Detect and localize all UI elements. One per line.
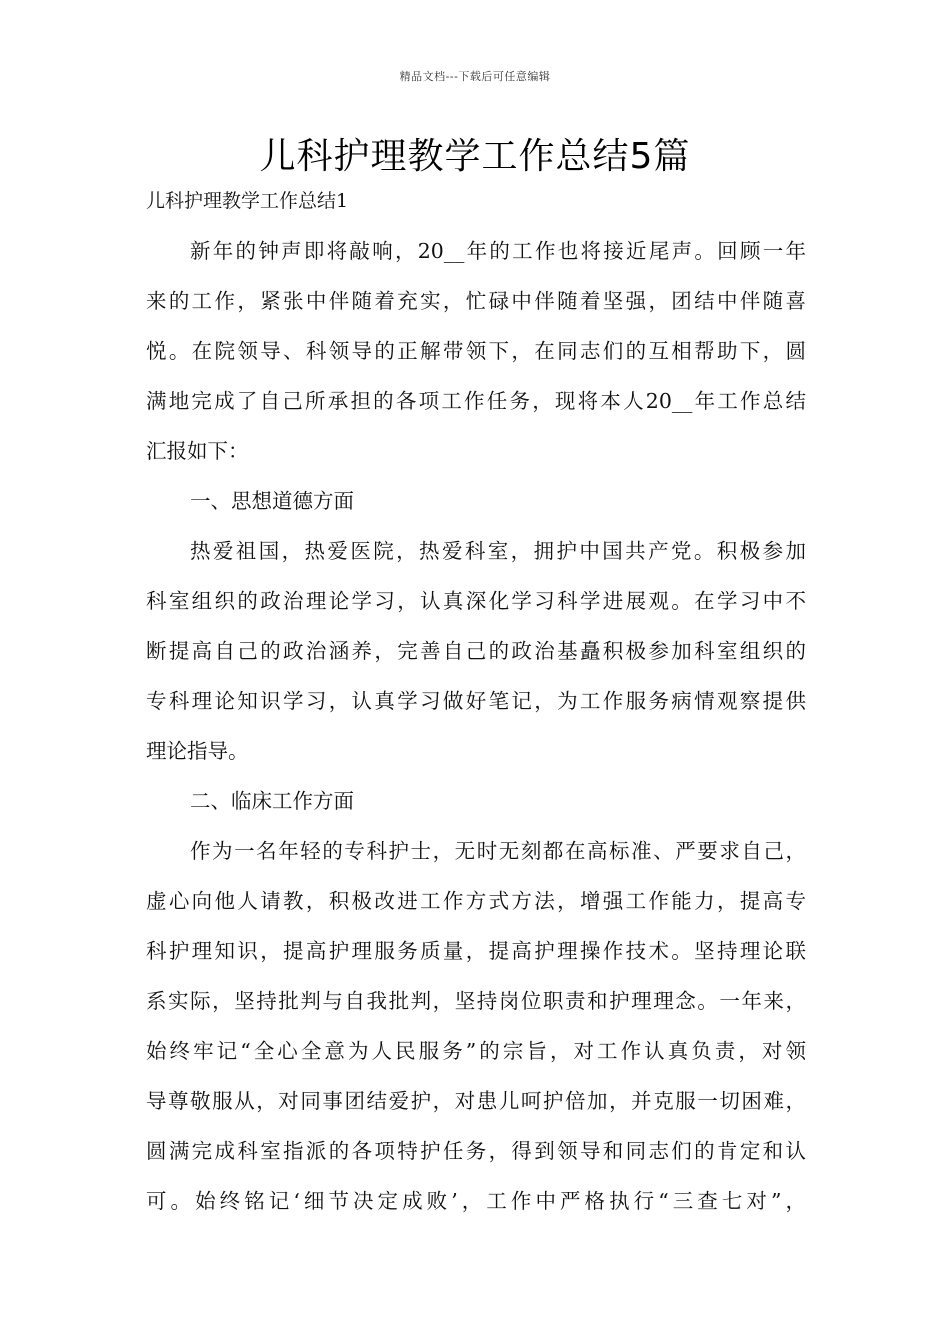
text-line: 始终牢记“全心全意为人民服务”的宗旨，对工作认真负责，对领 [146, 1039, 806, 1063]
text-line: 系实际，坚持批判与自我批判，坚持岗位职责和护理理念。一年来， [146, 989, 806, 1013]
section-subtitle: 儿科护理教学工作总结1 [146, 190, 349, 212]
text-line: 来的工作，紧张中伴随着充实，忙碌中伴随着坚强，团结中伴随喜 [146, 289, 806, 313]
text-line: 科护理知识，提高护理服务质量，提高护理操作技术。坚持理论联 [146, 939, 806, 963]
text-line: 汇报如下： [146, 439, 249, 463]
heading-ideology [146, 476, 806, 526]
text-line: 断提高自己的政治涵养，完善自己的政治基矗积极参加科室组织的 [146, 639, 806, 663]
heading-clinical [146, 776, 806, 826]
paragraph-1 [146, 226, 806, 476]
text-line: 新年的钟声即将敲响，20__年的工作也将接近尾声。回顾一年 [190, 239, 806, 263]
text-line: 作为一名年轻的专科护士，无时无刻都在高标准、严要求自己， [190, 839, 806, 863]
text-line: 专科理论知识学习，认真学习做好笔记，为工作服务病情观察提供 [146, 689, 806, 713]
text-line: 圆满完成科室指派的各项特护任务，得到领导和同志们的肯定和认 [146, 1139, 806, 1163]
text-line: 悦。在院领导、科领导的正解带领下，在同志们的互相帮助下，圆 [146, 339, 806, 363]
section-heading: 二、临床工作方面 [190, 789, 354, 813]
text-line: 满地完成了自己所承担的各项工作任务，现将本人20__年工作总结 [146, 389, 806, 413]
header-note: 精品文档---下载后可任意编辑 [399, 70, 551, 83]
text-line: 可。始终铭记‘细节决定成败’，工作中严格执行“三查七对”， [146, 1189, 806, 1213]
paragraph-2 [146, 526, 806, 776]
section-heading: 一、思想道德方面 [190, 489, 354, 513]
text-line: 导尊敬服从，对同事团结爱护，对患儿呵护倍加，并克服一切困难， [146, 1089, 806, 1113]
paragraph-3 [146, 826, 806, 1226]
document-title: 儿科护理教学工作总结5篇 [259, 136, 691, 177]
text-line: 理论指导。 [146, 739, 249, 763]
text-line: 热爱祖国，热爱医院，热爱科室，拥护中国共产党。积极参加 [190, 539, 806, 563]
text-line: 科室组织的政治理论学习，认真深化学习科学进展观。在学习中不 [146, 589, 806, 613]
text-line: 虚心向他人请教，积极改进工作方式方法，增强工作能力，提高专 [146, 889, 806, 913]
